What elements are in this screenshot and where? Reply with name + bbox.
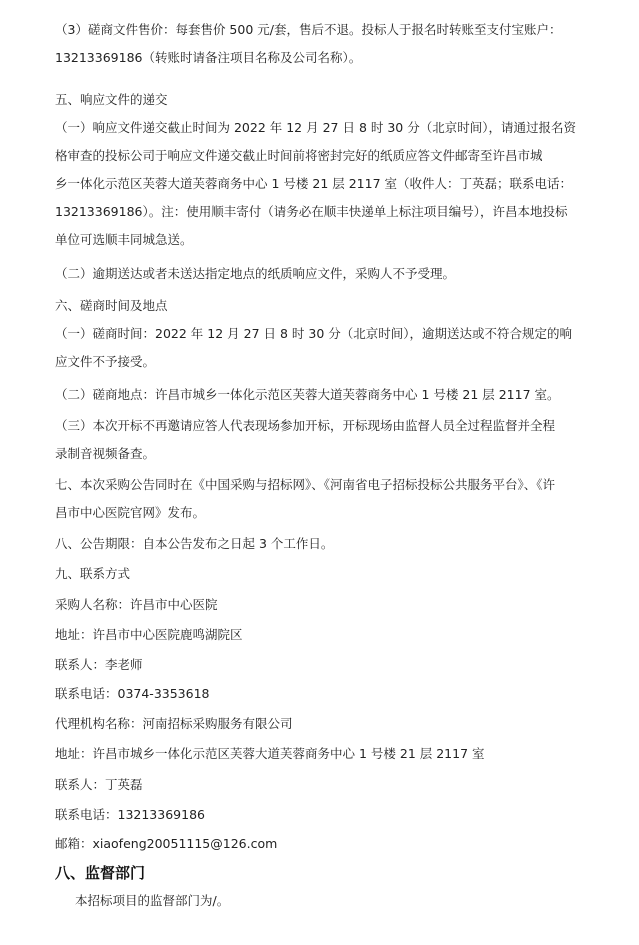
- contact-purchaser-person: 联系人：李老师: [55, 657, 143, 672]
- text-line: 13213369186）。注：使用顺丰寄付（请务必在顺丰快递单上标注项目编号），许昌本地投标: [55, 204, 568, 219]
- contact-agency-name: 代理机构名称：河南招标采购服务有限公司: [55, 716, 293, 731]
- section-title: 九、联系方式: [55, 566, 131, 581]
- supervision-text: 本招标项目的监督部门为/。: [75, 893, 230, 908]
- text-line: 七、本次采购公告同时在《中国采购与招标网》、《河南省电子招标投标公共服务平台》、《许: [55, 477, 556, 492]
- text-line: （二）逾期送达或者未送达指定地点的纸质响应文件，采购人不予受理。: [55, 266, 456, 281]
- text-line: 八、公告期限：自本公告发布之日起 3 个工作日。: [55, 536, 334, 551]
- text-line: （二）磋商地点：许昌市城乡一体化示范区芙蓉大道芙蓉商务中心 1 号楼 21 层 2117 室。: [55, 387, 560, 402]
- text-line: （一）响应文件递交截止时间为 2022 年 12 月 27 日 8 时 30 分（北京时间），请通过报名资: [55, 120, 576, 135]
- section-title: 五、响应文件的递交: [55, 92, 168, 107]
- text-line: （3）磋商文件售价：每套售价 500 元/套，售后不退。投标人于报名时转账至支付宝账户：: [55, 22, 562, 37]
- section-title: 六、磋商时间及地点: [55, 298, 168, 313]
- contact-agency-phone: 联系电话：13213369186: [55, 807, 205, 822]
- text-line: （三）本次开标不再邀请应答人代表现场参加开标，开标现场由监督人员全过程监督并全程: [55, 418, 556, 433]
- text-line: 13213369186（转账时请备注项目名称及公司名称）。: [55, 50, 362, 65]
- text-line: 昌市中心医院官网》发布。: [55, 505, 206, 520]
- contact-email: 邮箱：xiaofeng20051115@126.com: [55, 836, 278, 851]
- text-line: （一）磋商时间：2022 年 12 月 27 日 8 时 30 分（北京时间），逾期送达或不符合规定的响: [55, 326, 572, 341]
- text-line: 应文件不予接受。: [55, 354, 156, 369]
- supervision-heading: 八、监督部门: [55, 864, 146, 882]
- text-line: 录制音视频备查。: [55, 446, 156, 461]
- contact-purchaser-address: 地址：许昌市中心医院鹿鸣湖院区: [55, 627, 243, 642]
- contact-agency-person: 联系人：丁英磊: [55, 777, 143, 792]
- contact-agency-address: 地址：许昌市城乡一体化示范区芙蓉大道芙蓉商务中心 1 号楼 21 层 2117 室: [55, 746, 485, 761]
- text-line: 格审查的投标公司于响应文件递交截止时间前将密封完好的纸质应答文件邮寄至许昌市城: [55, 148, 543, 163]
- text-line: 单位可选顺丰同城急送。: [55, 232, 193, 247]
- contact-purchaser-phone: 联系电话：0374-3353618: [55, 686, 210, 701]
- contact-purchaser-name: 采购人名称：许昌市中心医院: [55, 597, 218, 612]
- text-line: 乡一体化示范区芙蓉大道芙蓉商务中心 1 号楼 21 层 2117 室（收件人：丁英磊；联系电话：: [55, 176, 573, 191]
